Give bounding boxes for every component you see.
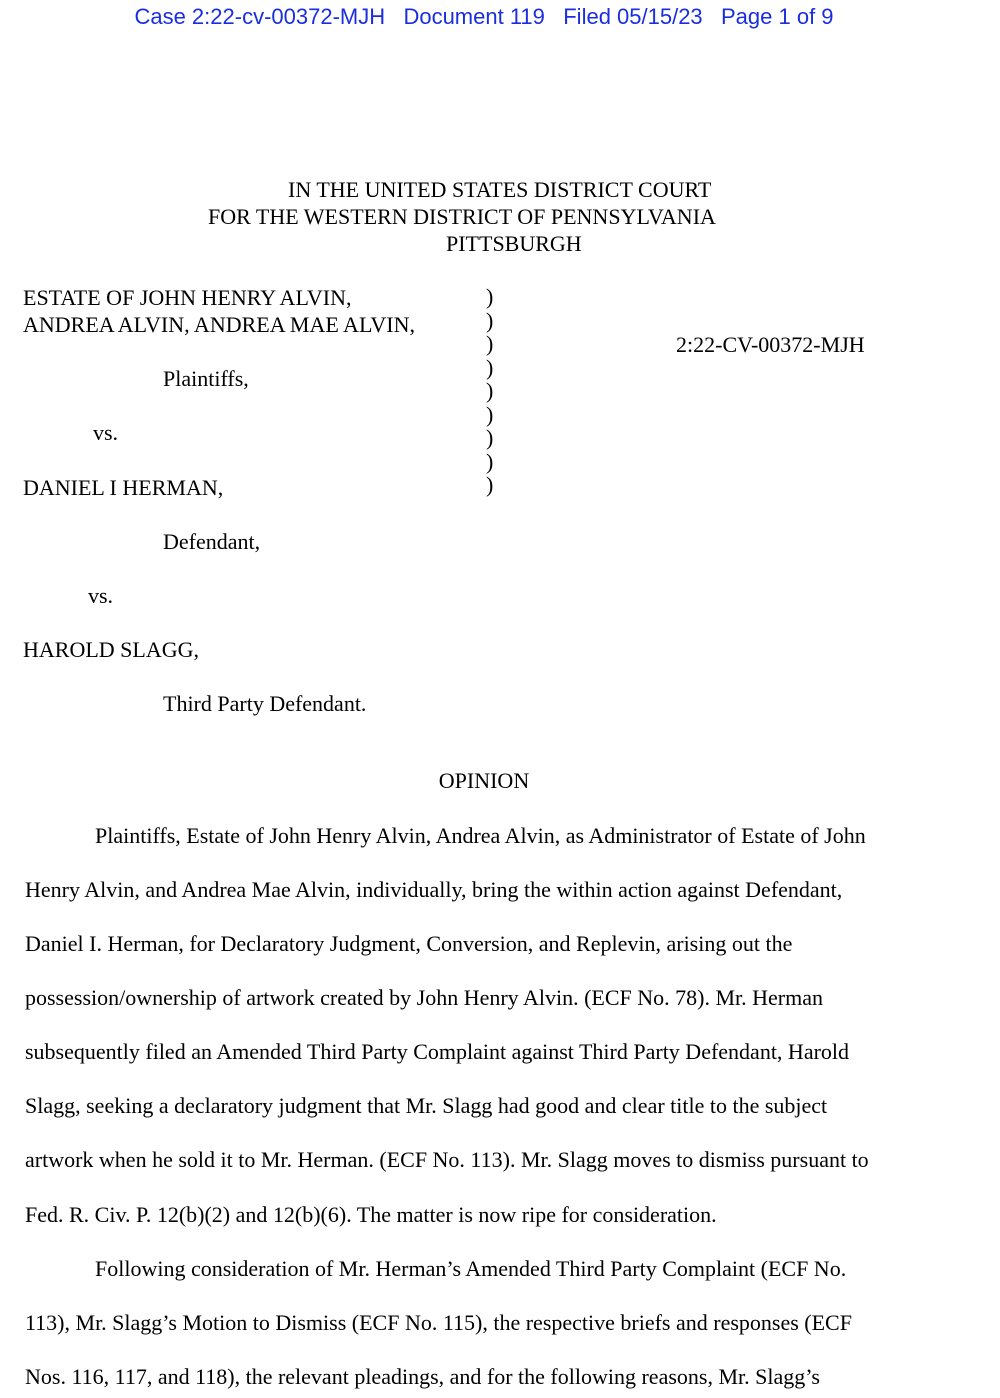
paragraph-2-line: 113), Mr. Slagg’s Motion to Dismiss (ECF No. 115), the respective briefs and responses (ECF xyxy=(25,1310,852,1335)
caption-parenthesis: ) xyxy=(486,354,494,380)
court-name-line: IN THE UNITED STATES DISTRICT COURT xyxy=(288,177,712,202)
plaintiff-name-line-2: ANDREA ALVIN, ANDREA MAE ALVIN, xyxy=(23,312,415,337)
caption-parenthesis: ) xyxy=(486,401,494,427)
plaintiff-name-line-1: ESTATE OF JOHN HENRY ALVIN, xyxy=(23,285,352,310)
case-number: 2:22-CV-00372-MJH xyxy=(676,332,865,357)
ecf-header-stamp: Case 2:22-cv-00372-MJH Document 119 Filed 05/15/23 Page 1 of 9 xyxy=(134,4,834,29)
defendant-label: Defendant, xyxy=(163,529,261,554)
paragraph-1-line: Slagg, seeking a declaratory judgment that Mr. Slagg had good and clear title to the subject xyxy=(25,1093,828,1118)
caption-parenthesis: ) xyxy=(486,448,494,474)
paragraph-1-line: possession/ownership of artwork created by John Henry Alvin. (ECF No. 78). Mr. Herman xyxy=(25,985,823,1010)
third-party-defendant-name: HAROLD SLAGG, xyxy=(23,637,199,662)
paragraph-1-line: Fed. R. Civ. P. 12(b)(2) and 12(b)(6). The matter is now ripe for consideration. xyxy=(25,1202,717,1227)
caption-parenthesis: ) xyxy=(486,425,494,450)
caption-parenthesis: ) xyxy=(486,307,494,333)
paragraph-1-line: artwork when he sold it to Mr. Herman. (ECF No. 113). Mr. Slagg moves to dismiss pursuant to xyxy=(25,1147,869,1172)
defendant-name: DANIEL I HERMAN, xyxy=(23,475,224,500)
paragraph-1-line: subsequently filed an Amended Third Party Complaint against Third Party Defendant, Harold xyxy=(25,1039,850,1064)
plaintiffs-label: Plaintiffs, xyxy=(163,366,249,391)
paragraph-1-line: Plaintiffs, Estate of John Henry Alvin, Andrea Alvin, as Administrator of Estate of John xyxy=(95,823,866,848)
caption-parenthesis: ) xyxy=(486,284,494,309)
caption-parenthesis: ) xyxy=(486,331,494,356)
versus-label: vs. xyxy=(88,583,114,608)
versus-label: vs. xyxy=(93,420,119,445)
paragraph-1-line: Henry Alvin, and Andrea Mae Alvin, individually, bring the within action against Defendant, xyxy=(25,877,843,902)
caption-parenthesis: ) xyxy=(486,378,494,403)
caption-parenthesis-column xyxy=(486,285,493,497)
court-location-line: PITTSBURGH xyxy=(446,231,582,256)
caption-parenthesis: ) xyxy=(486,472,494,497)
opinion-title: OPINION xyxy=(438,768,530,793)
paragraph-2-line: Following consideration of Mr. Herman’s Amended Third Party Complaint (ECF No. xyxy=(95,1256,847,1281)
court-district-line: FOR THE WESTERN DISTRICT OF PENNSYLVANIA xyxy=(208,204,716,229)
paragraph-1-line: Daniel I. Herman, for Declaratory Judgment, Conversion, and Replevin, arising out the xyxy=(25,931,793,956)
paragraph-2-line: Nos. 116, 117, and 118), the relevant pleadings, and for the following reasons, Mr. Slagg’s xyxy=(25,1364,820,1389)
third-party-defendant-label: Third Party Defendant. xyxy=(163,691,367,716)
